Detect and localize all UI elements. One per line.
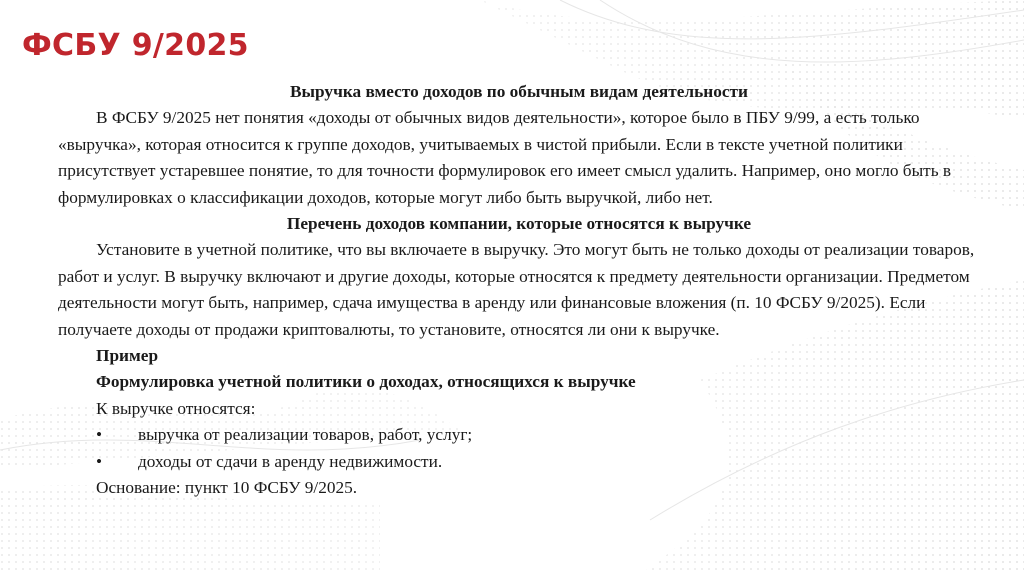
list-item xyxy=(58,449,980,475)
paragraph-revenue-concept: В ФСБУ 9/2025 нет понятия «доходы от обычных видов деятельности», которое было в ПБУ 9/99, а есть только «выручка», которая относится к группе доходов, учитываемых в чистой прибыли. Если в тексте учетной политики присутствует устаревшее понятие, то для точности формулировок его имеет смысл удалить. Например, оно могло быть в формулировках о классификации доходов, которые могут либо быть выручкой, либо нет. xyxy=(58,108,952,207)
list-item-text: выручка от реализации товаров, работ, услуг; xyxy=(138,425,473,445)
section-heading-revenue: Выручка вместо доходов по обычным видам деятельности xyxy=(290,82,748,101)
list-item xyxy=(58,422,980,448)
bullet-icon: • xyxy=(96,425,103,445)
example-label: Пример xyxy=(96,346,159,366)
example-intro: К выручке относятся: xyxy=(96,398,256,418)
example-subheading: Формулировка учетной политики о доходах, относящихся к выручке xyxy=(96,372,636,392)
slide-title: ФСБУ 9/2025 xyxy=(22,28,249,63)
bullet-icon: • xyxy=(96,451,103,471)
example-basis: Основание: пункт 10 ФСБУ 9/2025. xyxy=(96,478,358,498)
section-heading-revenue-list: Перечень доходов компании, которые относятся к выручке xyxy=(286,214,752,234)
list-item-text: доходы от сдачи в аренду недвижимости. xyxy=(138,451,443,471)
document-body xyxy=(58,79,980,502)
paragraph-revenue-list: Установите в учетной политике, что вы включаете в выручку. Это могут быть не только доходы от реализации товаров, работ и услуг. В выручку включают и другие доходы, которые относятся к предмету деятельности организации. Предметом деятельности могут быть, например, сдача имущества в аренду или финансовые вложения (п. 10 ФСБУ 9/2025). Если получаете доходы от продажи криптовалюты, то установите, относятся ли они к выручке. xyxy=(58,240,975,339)
